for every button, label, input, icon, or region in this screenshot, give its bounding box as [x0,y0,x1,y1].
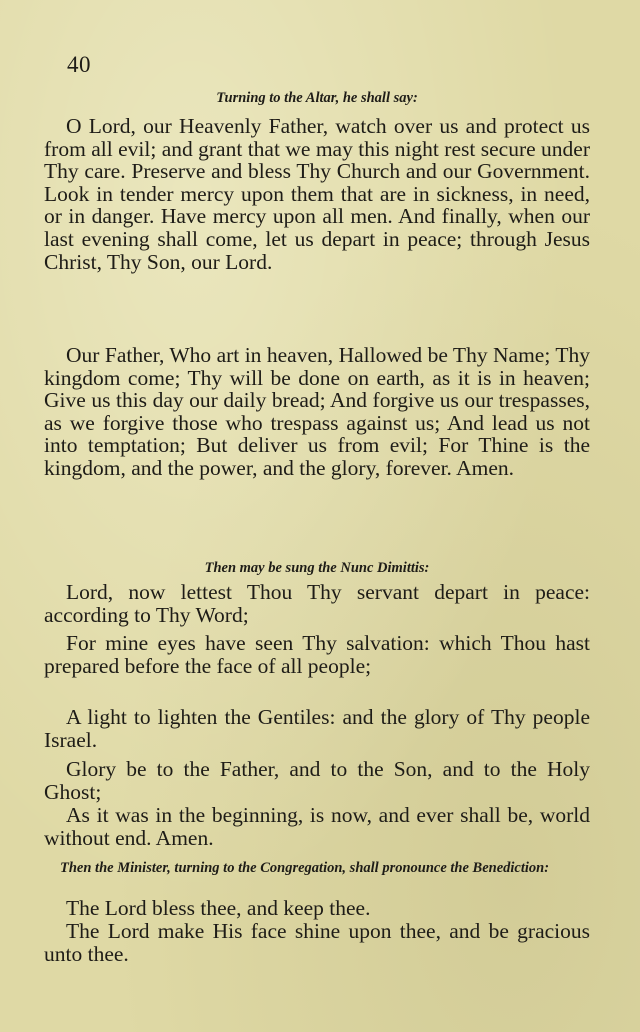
prayer-text: Our Father, Who art in heaven, Hallowed be Thy Name; Thy kingdom come; Thy will be done on earth, as it is in heaven; Give us this day our daily bread; And forgive us our trespasses, as we forgive those who trespass against us; And lead us not into temptation; But deliver us from evil; For Thine is the kingdom, and the power, and the glory, forever. Amen. [44,343,590,480]
nunc-verse-4 [44,758,590,803]
rubric-text: Then may be sung the Nunc Dimittis: [204,560,430,576]
verse-text: For mine eyes have seen Thy salvation: which Thou hast prepared before the face of all people; [44,631,590,678]
benediction-text: The Lord bless thee, and keep thee. [66,896,371,920]
rubric-text: Turning to the Altar, he shall say: [216,90,418,106]
benediction-line-1 [44,897,590,920]
nunc-verse-1 [44,581,590,626]
rubric-benediction [44,860,590,877]
rubric-altar [44,90,590,107]
verse-text: Lord, now lettest Thou Thy servant depart in peace: according to Thy Word; [44,580,590,627]
rubric-text: Then the Minister, turning to the Congregation, shall pronounce the Benediction: [60,860,550,876]
lords-prayer [44,344,590,480]
rubric-nunc-dimittis [44,560,590,577]
benediction-line-2 [44,920,590,965]
nunc-verse-5 [44,804,590,849]
evening-prayer [44,115,590,273]
nunc-verse-2 [44,632,590,677]
nunc-verse-3 [44,706,590,751]
benediction-text: The Lord make His face shine upon thee, and be gracious unto thee. [44,919,590,966]
verse-text: As it was in the beginning, is now, and ever shall be, world without end. Amen. [44,803,590,850]
page-number: 40 [67,52,91,77]
prayer-text: O Lord, our Heavenly Father, watch over us and protect us from all evil; and grant that we may this night rest secure under Thy care. Preserve and bless Thy Church and our Government. Look in tender mercy upon them that are in sickness, in need, or in danger. Have mercy upon all men. And finally, when our last evening shall come, let us depart in peace; through Jesus Christ, Thy Son, our Lord. [44,114,590,274]
verse-text: A light to lighten the Gentiles: and the glory of Thy people Israel. [44,705,590,752]
verse-text: Glory be to the Father, and to the Son, and to the Holy Ghost; [44,757,590,804]
